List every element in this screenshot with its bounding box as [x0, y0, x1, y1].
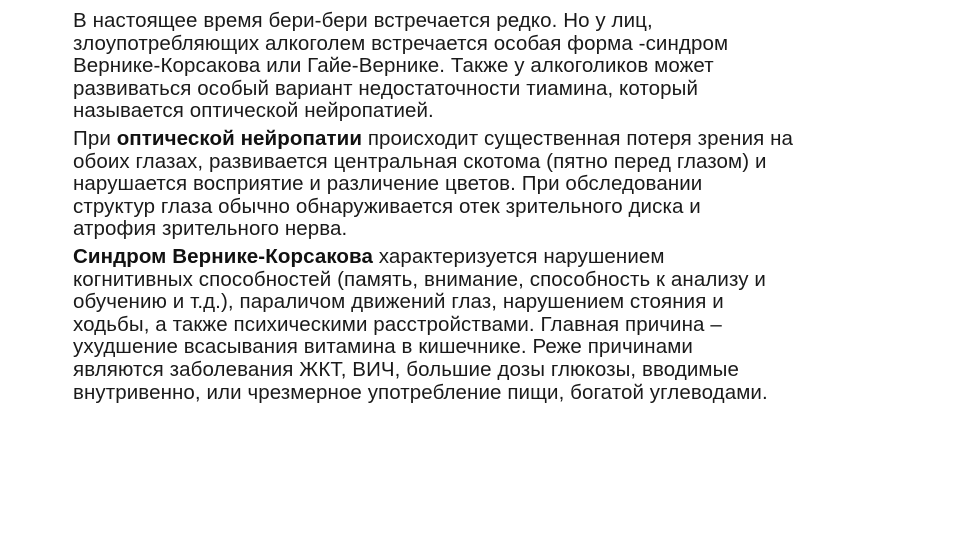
text-line-with-term: [73, 128, 903, 151]
text-line: атрофия зрительного нерва.: [73, 217, 348, 241]
text-line: В настоящее время бери-бери встречается редко. Но у лиц,: [73, 9, 653, 32]
bold-term-optic-neuropathy: оптической нейропатии: [116, 126, 363, 150]
paragraph-optic-neuropathy: [73, 128, 903, 241]
text-line: злоупотребляющих алкоголем встречается особая форма -синдром: [73, 31, 729, 55]
text-line: развиваться особый вариант недостаточности тиамина, который: [73, 76, 699, 100]
text-line: называется оптической нейропатией.: [73, 99, 434, 123]
slide-text-body: [73, 10, 903, 409]
text-run: происходит существенная потеря зрения на: [362, 126, 794, 150]
text-line-with-term: [73, 246, 903, 269]
text-line: нарушается восприятие и различение цветов. При обследовании: [73, 172, 703, 196]
text-run: характеризуется нарушением: [373, 244, 665, 268]
text-line: обоих глазах, развивается центральная скотома (пятно перед глазом) и: [73, 149, 767, 173]
text-line: внутривенно, или чрезмерное употребление пищи, богатой углеводами.: [73, 380, 768, 404]
paragraph-beriberi-intro: [73, 10, 903, 123]
text-line: когнитивных способностей (память, внимание, способность к анализу и: [73, 267, 766, 291]
bold-term-wernicke-korsakoff: Синдром Вернике-Корсакова: [73, 244, 373, 268]
text-line: являются заболевания ЖКТ, ВИЧ, большие дозы глюкозы, вводимые: [73, 357, 739, 381]
text-line: ухудшение всасывания витамина в кишечнике. Реже причинами: [73, 335, 693, 359]
text-line: ходьбы, а также психическими расстройствами. Главная причина –: [73, 312, 722, 336]
paragraph-wernicke-korsakoff: [73, 246, 903, 404]
text-line: структур глаза обычно обнаруживается отек зрительного диска и: [73, 194, 701, 218]
text-line: обучению и т.д.), параличом движений глаз, нарушением стояния и: [73, 290, 724, 314]
text-run: При: [73, 126, 117, 150]
text-line: Вернике-Корсакова или Гайе-Вернике. Также у алкоголиков может: [73, 54, 714, 78]
